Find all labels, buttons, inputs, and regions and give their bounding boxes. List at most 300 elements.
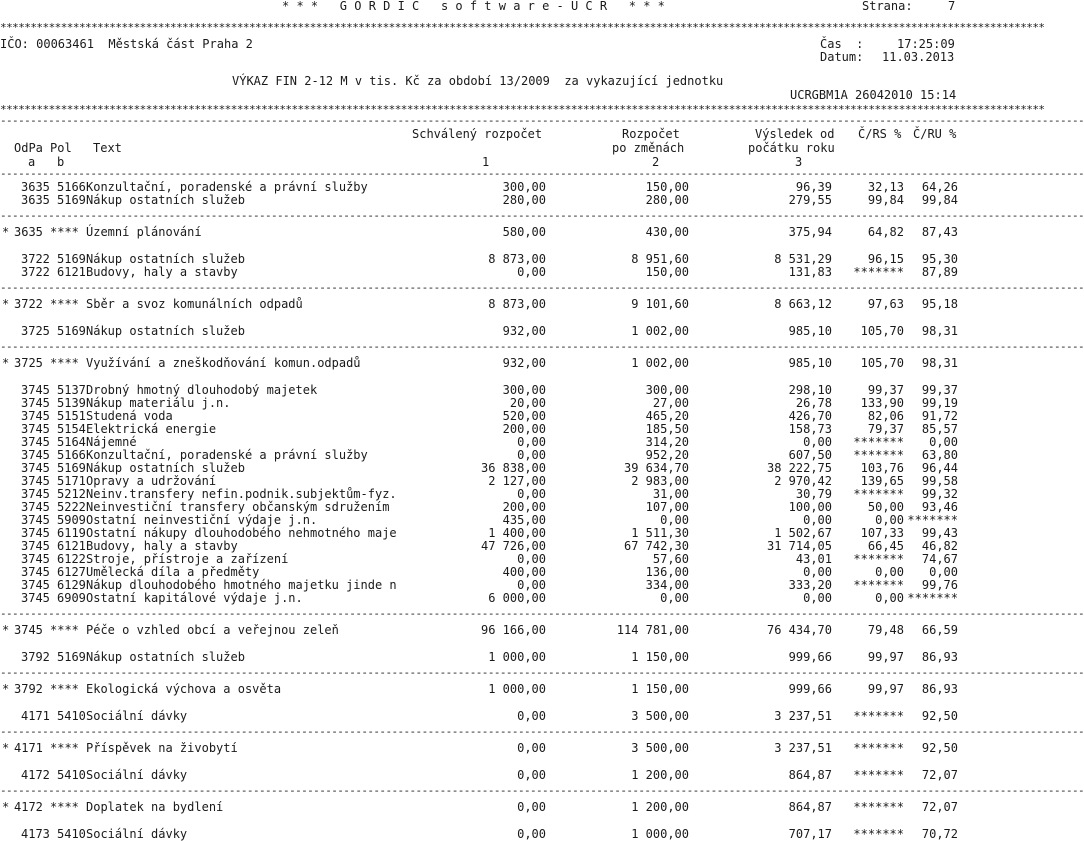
row-rozpocet: 150,00 xyxy=(645,265,689,279)
dash-rule: ------------------------------------------------------------------------------------------------------------------------------------------------------------------------------------ xyxy=(0,209,1084,222)
row-text: Opravy a udržování xyxy=(86,474,217,488)
col-n1: 1 xyxy=(482,155,490,169)
row-rozpocet: 1 002,00 xyxy=(631,324,689,338)
row-text: Konzultační, poradenské a právní služby xyxy=(86,180,368,194)
row-odpa: 3722 xyxy=(14,297,43,311)
row-pol: 5166 xyxy=(57,448,86,462)
row-rozpocet: 430,00 xyxy=(645,225,689,239)
row-cru: 92,50 xyxy=(921,741,958,755)
row-vysledek: 985,10 xyxy=(788,356,832,370)
row-crs: 97,63 xyxy=(867,297,904,311)
col-pol: Pol xyxy=(50,141,72,155)
row-cru: 91,72 xyxy=(921,409,958,423)
row-cru: 0,00 xyxy=(929,565,958,579)
row-text: Sociální dávky xyxy=(86,827,188,841)
row-crs: 105,70 xyxy=(860,324,904,338)
row-schvaleny: 1 000,00 xyxy=(488,650,546,664)
row-odpa: 3745 xyxy=(21,500,50,514)
row-schvaleny: 0,00 xyxy=(517,800,546,814)
dash-rule: ------------------------------------------------------------------------------------------------------------------------------------------------------------------------------------ xyxy=(0,784,1084,797)
dash-rule: ------------------------------------------------------------------------------------------------------------------------------------------------------------------------------------ xyxy=(0,340,1084,353)
row-crs: 99,97 xyxy=(867,650,904,664)
row-schvaleny: 36 838,00 xyxy=(480,461,546,475)
dash-rule: ------------------------------------------------------------------------------------------------------------------------------------------------------------------------------------ xyxy=(0,281,1084,294)
row-pol: 5151 xyxy=(57,409,86,423)
row-odpa: 3745 xyxy=(14,623,43,637)
row-schvaleny: 932,00 xyxy=(502,356,546,370)
col-n2: 2 xyxy=(652,155,660,169)
row-vysledek: 96,39 xyxy=(795,180,832,194)
row-pol: 6122 xyxy=(57,552,86,566)
row-text: Územní plánování xyxy=(86,225,202,239)
row-schvaleny: 435,00 xyxy=(502,513,546,527)
row-crs: 107,33 xyxy=(860,526,904,540)
row-rozpocet: 280,00 xyxy=(645,193,689,207)
row-cru: 95,30 xyxy=(921,252,958,266)
row-crs: 32,13 xyxy=(867,180,904,194)
row-cru: 70,72 xyxy=(921,827,958,841)
row-vysledek: 426,70 xyxy=(788,409,832,423)
row-crs: 99,37 xyxy=(867,383,904,397)
row-crs: 79,48 xyxy=(867,623,904,637)
row-crs: 0,00 xyxy=(875,565,904,579)
row-schvaleny: 400,00 xyxy=(502,565,546,579)
row-pol: **** xyxy=(50,356,79,370)
row-crs: ******* xyxy=(853,265,904,279)
row-rozpocet: 107,00 xyxy=(645,500,689,514)
dash-rule: ------------------------------------------------------------------------------------------------------------------------------------------------------------------------------------ xyxy=(0,114,1084,127)
row-rozpocet: 1 200,00 xyxy=(631,800,689,814)
row-crs: 50,00 xyxy=(867,500,904,514)
row-text: Elektrická energie xyxy=(86,422,217,436)
row-vysledek: 0,00 xyxy=(803,591,832,605)
row-vysledek: 158,73 xyxy=(788,422,832,436)
row-schvaleny: 20,00 xyxy=(509,396,546,410)
row-odpa: 3745 xyxy=(21,435,50,449)
row-schvaleny: 0,00 xyxy=(517,487,546,501)
row-vysledek: 3 237,51 xyxy=(774,709,832,723)
row-cru: 87,43 xyxy=(921,225,958,239)
row-vysledek: 707,17 xyxy=(788,827,832,841)
row-odpa: 4172 xyxy=(14,800,43,814)
row-odpa: 3745 xyxy=(21,552,50,566)
row-vysledek: 100,00 xyxy=(788,500,832,514)
row-cru: 99,37 xyxy=(921,383,958,397)
row-crs: ******* xyxy=(853,487,904,501)
row-vysledek: 864,87 xyxy=(788,800,832,814)
row-text: Ostatní neinvestiční výdaje j.n. xyxy=(86,513,318,527)
row-text: Ostatní kapitálové výdaje j.n. xyxy=(86,591,303,605)
row-schvaleny: 0,00 xyxy=(517,827,546,841)
sum-marker: * xyxy=(2,297,10,311)
row-schvaleny: 8 873,00 xyxy=(488,297,546,311)
row-vysledek: 0,00 xyxy=(803,513,832,527)
row-vysledek: 333,20 xyxy=(788,578,832,592)
row-cru: 99,76 xyxy=(921,578,958,592)
col-vysledek: Výsledek od xyxy=(755,127,835,141)
row-cru: 96,44 xyxy=(921,461,958,475)
date-value: 11.03.2013 xyxy=(882,50,955,64)
row-text: Sociální dávky xyxy=(86,768,188,782)
row-schvaleny: 0,00 xyxy=(517,741,546,755)
col-rozpocet-sub: po změnách xyxy=(612,141,685,155)
time-label: Čas : xyxy=(820,37,864,51)
row-rozpocet: 67 742,30 xyxy=(623,539,689,553)
row-pol: 5154 xyxy=(57,422,86,436)
row-cru: ******* xyxy=(907,591,958,605)
row-rozpocet: 1 150,00 xyxy=(631,650,689,664)
company-banner: * * * G O R D I C s o f t w a r e - U C R * * * xyxy=(282,0,665,13)
row-pol: 5410 xyxy=(57,827,86,841)
row-text: Studená voda xyxy=(86,409,173,423)
row-odpa: 3745 xyxy=(21,448,50,462)
row-cru: 99,84 xyxy=(921,193,958,207)
row-cru: 86,93 xyxy=(921,682,958,696)
row-crs: 0,00 xyxy=(875,513,904,527)
row-crs: 96,15 xyxy=(867,252,904,266)
row-odpa: 3722 xyxy=(21,265,50,279)
row-pol: 5139 xyxy=(57,396,86,410)
row-pol: **** xyxy=(50,623,79,637)
row-crs: 99,84 xyxy=(867,193,904,207)
row-text: Nákup ostatních služeb xyxy=(86,252,245,266)
row-rozpocet: 39 634,70 xyxy=(623,461,689,475)
row-pol: **** xyxy=(50,741,79,755)
row-schvaleny: 0,00 xyxy=(517,768,546,782)
col-rozpocet: Rozpočet xyxy=(622,127,680,141)
row-text: Ostatní nákupy dlouhodobého nehmotného maje xyxy=(86,526,397,540)
row-pol: 5171 xyxy=(57,474,86,488)
row-odpa: 3745 xyxy=(21,539,50,553)
row-vysledek: 38 222,75 xyxy=(766,461,832,475)
row-cru: 86,93 xyxy=(921,650,958,664)
row-odpa: 3725 xyxy=(21,324,50,338)
row-crs: 105,70 xyxy=(860,356,904,370)
row-text: Neinvestiční transfery občanským sdružením xyxy=(86,500,390,514)
row-vysledek: 2 970,42 xyxy=(774,474,832,488)
row-crs: 103,76 xyxy=(860,461,904,475)
row-schvaleny: 6 000,00 xyxy=(488,591,546,605)
row-pol: 5166 xyxy=(57,180,86,194)
row-odpa: 3745 xyxy=(21,578,50,592)
col-odpa: OdPa xyxy=(14,141,43,155)
dash-rule: ------------------------------------------------------------------------------------------------------------------------------------------------------------------------------------ xyxy=(0,167,1084,180)
row-schvaleny: 0,00 xyxy=(517,552,546,566)
row-crs: ******* xyxy=(853,768,904,782)
row-cru: 74,67 xyxy=(921,552,958,566)
row-schvaleny: 280,00 xyxy=(502,193,546,207)
sum-marker: * xyxy=(2,800,10,814)
row-schvaleny: 1 400,00 xyxy=(488,526,546,540)
row-schvaleny: 200,00 xyxy=(502,422,546,436)
row-crs: 133,90 xyxy=(860,396,904,410)
row-crs: ******* xyxy=(853,448,904,462)
row-pol: 5169 xyxy=(57,324,86,338)
row-odpa: 3722 xyxy=(21,252,50,266)
row-cru: 0,00 xyxy=(929,435,958,449)
col-b: b xyxy=(57,155,65,169)
col-a: a xyxy=(28,155,36,169)
row-cru: 87,89 xyxy=(921,265,958,279)
row-text: Nákup ostatních služeb xyxy=(86,650,245,664)
page-label: Strana: xyxy=(862,0,913,13)
row-schvaleny: 300,00 xyxy=(502,383,546,397)
row-text: Nákup ostatních služeb xyxy=(86,324,245,338)
row-rozpocet: 114 781,00 xyxy=(616,623,689,637)
row-odpa: 3745 xyxy=(21,409,50,423)
row-schvaleny: 8 873,00 xyxy=(488,252,546,266)
row-schvaleny: 300,00 xyxy=(502,180,546,194)
row-rozpocet: 2 983,00 xyxy=(631,474,689,488)
row-text: Nákup ostatních služeb xyxy=(86,461,245,475)
row-schvaleny: 0,00 xyxy=(517,448,546,462)
row-vysledek: 999,66 xyxy=(788,682,832,696)
row-vysledek: 1 502,67 xyxy=(774,526,832,540)
row-crs: ******* xyxy=(853,435,904,449)
row-crs: 79,37 xyxy=(867,422,904,436)
row-odpa: 4171 xyxy=(14,741,43,755)
row-crs: 139,65 xyxy=(860,474,904,488)
row-cru: ******* xyxy=(907,513,958,527)
row-cru: 99,43 xyxy=(921,526,958,540)
report-title: VÝKAZ FIN 2-12 M v tis. Kč za období 13/2009 za vykazující jednotku xyxy=(232,74,724,88)
row-odpa: 3792 xyxy=(14,682,43,696)
row-vysledek: 999,66 xyxy=(788,650,832,664)
row-odpa: 3792 xyxy=(21,650,50,664)
row-odpa: 3635 xyxy=(21,180,50,194)
row-rozpocet: 334,00 xyxy=(645,578,689,592)
row-text: Nákup materiálu j.n. xyxy=(86,396,231,410)
row-cru: 72,07 xyxy=(921,768,958,782)
row-pol: 5169 xyxy=(57,461,86,475)
row-vysledek: 131,83 xyxy=(788,265,832,279)
row-rozpocet: 952,20 xyxy=(645,448,689,462)
row-text: Nájemné xyxy=(86,435,137,449)
row-vysledek: 298,10 xyxy=(788,383,832,397)
row-cru: 93,46 xyxy=(921,500,958,514)
col-text: Text xyxy=(93,141,122,155)
row-vysledek: 375,94 xyxy=(788,225,832,239)
row-rozpocet: 3 500,00 xyxy=(631,709,689,723)
sum-marker: * xyxy=(2,356,10,370)
col-crs: Č/RS % xyxy=(858,127,902,141)
dash-rule: ------------------------------------------------------------------------------------------------------------------------------------------------------------------------------------ xyxy=(0,666,1084,679)
row-vysledek: 985,10 xyxy=(788,324,832,338)
col-cru: Č/RU % xyxy=(913,127,957,141)
row-text: Využívání a zneškodňování komun.odpadů xyxy=(86,356,361,370)
row-odpa: 3745 xyxy=(21,513,50,527)
row-odpa: 3635 xyxy=(21,193,50,207)
row-cru: 98,31 xyxy=(921,356,958,370)
row-odpa: 4171 xyxy=(21,709,50,723)
row-cru: 92,50 xyxy=(921,709,958,723)
row-vysledek: 8 531,29 xyxy=(774,252,832,266)
row-schvaleny: 932,00 xyxy=(502,324,546,338)
row-crs: 99,97 xyxy=(867,682,904,696)
star-rule: **************************************************************************************************************************************************************************** xyxy=(0,103,1045,116)
sum-marker: * xyxy=(2,682,10,696)
row-odpa: 4172 xyxy=(21,768,50,782)
row-crs: ******* xyxy=(853,552,904,566)
sum-marker: * xyxy=(2,623,10,637)
row-vysledek: 26,78 xyxy=(795,396,832,410)
row-text: Nákup dlouhodobého hmotného majetku jinde n xyxy=(86,578,397,592)
row-vysledek: 0,00 xyxy=(803,435,832,449)
row-text: Ekologická výchova a osvěta xyxy=(86,682,282,696)
row-crs: ******* xyxy=(853,800,904,814)
row-schvaleny: 0,00 xyxy=(517,265,546,279)
row-pol: **** xyxy=(50,800,79,814)
row-schvaleny: 47 726,00 xyxy=(480,539,546,553)
row-crs: ******* xyxy=(853,827,904,841)
row-rozpocet: 3 500,00 xyxy=(631,741,689,755)
row-cru: 63,80 xyxy=(921,448,958,462)
row-odpa: 3745 xyxy=(21,526,50,540)
row-crs: ******* xyxy=(853,578,904,592)
row-rozpocet: 1 511,30 xyxy=(631,526,689,540)
row-vysledek: 0,00 xyxy=(803,565,832,579)
row-pol: 5410 xyxy=(57,768,86,782)
row-odpa: 3745 xyxy=(21,461,50,475)
row-rozpocet: 8 951,60 xyxy=(631,252,689,266)
dash-rule: ------------------------------------------------------------------------------------------------------------------------------------------------------------------------------------ xyxy=(0,607,1084,620)
row-crs: 0,00 xyxy=(875,591,904,605)
row-schvaleny: 580,00 xyxy=(502,225,546,239)
sum-marker: * xyxy=(2,225,10,239)
row-vysledek: 43,01 xyxy=(795,552,832,566)
row-odpa: 4173 xyxy=(21,827,50,841)
time-value: 17:25:09 xyxy=(897,37,955,51)
row-vysledek: 279,55 xyxy=(788,193,832,207)
row-schvaleny: 0,00 xyxy=(517,578,546,592)
row-text: Doplatek na bydlení xyxy=(86,800,224,814)
row-text: Sociální dávky xyxy=(86,709,188,723)
row-rozpocet: 185,50 xyxy=(645,422,689,436)
row-pol: **** xyxy=(50,225,79,239)
row-rozpocet: 314,20 xyxy=(645,435,689,449)
row-text: Sběr a svoz komunálních odpadů xyxy=(86,297,303,311)
row-schvaleny: 520,00 xyxy=(502,409,546,423)
row-cru: 99,19 xyxy=(921,396,958,410)
row-pol: 6119 xyxy=(57,526,86,540)
row-vysledek: 3 237,51 xyxy=(774,741,832,755)
row-cru: 99,58 xyxy=(921,474,958,488)
row-cru: 46,82 xyxy=(921,539,958,553)
row-crs: ******* xyxy=(853,709,904,723)
row-text: Nákup ostatních služeb xyxy=(86,193,245,207)
row-vysledek: 31 714,05 xyxy=(766,539,832,553)
row-text: Budovy, haly a stavby xyxy=(86,265,238,279)
sum-marker: * xyxy=(2,741,10,755)
row-rozpocet: 9 101,60 xyxy=(631,297,689,311)
row-rozpocet: 150,00 xyxy=(645,180,689,194)
row-rozpocet: 27,00 xyxy=(652,396,689,410)
row-cru: 85,57 xyxy=(921,422,958,436)
row-rozpocet: 465,20 xyxy=(645,409,689,423)
row-text: Péče o vzhled obcí a veřejnou zeleň xyxy=(86,623,339,637)
report-code: UCRGBM1A 26042010 15:14 xyxy=(790,88,957,102)
row-cru: 95,18 xyxy=(921,297,958,311)
row-vysledek: 607,50 xyxy=(788,448,832,462)
row-odpa: 3725 xyxy=(14,356,43,370)
row-schvaleny: 96 166,00 xyxy=(480,623,546,637)
row-odpa: 3745 xyxy=(21,396,50,410)
row-pol: 5909 xyxy=(57,513,86,527)
date-label: Datum: xyxy=(820,50,864,64)
row-odpa: 3745 xyxy=(21,591,50,605)
row-pol: 5222 xyxy=(57,500,86,514)
row-odpa: 3745 xyxy=(21,565,50,579)
row-rozpocet: 1 200,00 xyxy=(631,768,689,782)
row-rozpocet: 1 000,00 xyxy=(631,827,689,841)
col-schvaleny: Schválený rozpočet xyxy=(412,127,543,141)
row-text: Budovy, haly a stavby xyxy=(86,539,238,553)
row-cru: 72,07 xyxy=(921,800,958,814)
row-rozpocet: 1 150,00 xyxy=(631,682,689,696)
row-text: Umělecká díla a předměty xyxy=(86,565,260,579)
row-rozpocet: 57,60 xyxy=(652,552,689,566)
row-schvaleny: 0,00 xyxy=(517,709,546,723)
row-odpa: 3745 xyxy=(21,474,50,488)
row-schvaleny: 0,00 xyxy=(517,435,546,449)
row-cru: 99,32 xyxy=(921,487,958,501)
row-schvaleny: 1 000,00 xyxy=(488,682,546,696)
row-vysledek: 8 663,12 xyxy=(774,297,832,311)
row-cru: 64,26 xyxy=(921,180,958,194)
row-vysledek: 76 434,70 xyxy=(766,623,832,637)
row-text: Neinv.transfery nefin.podnik.subjektům-fyz. xyxy=(86,487,397,501)
row-pol: 5169 xyxy=(57,650,86,664)
row-rozpocet: 1 002,00 xyxy=(631,356,689,370)
row-schvaleny: 2 127,00 xyxy=(488,474,546,488)
row-text: Příspěvek na živobytí xyxy=(86,741,238,755)
row-text: Drobný hmotný dlouhodobý majetek xyxy=(86,383,318,397)
dash-rule: ------------------------------------------------------------------------------------------------------------------------------------------------------------------------------------ xyxy=(0,725,1084,738)
row-crs: 64,82 xyxy=(867,225,904,239)
row-schvaleny: 200,00 xyxy=(502,500,546,514)
row-crs: ******* xyxy=(853,741,904,755)
row-vysledek: 30,79 xyxy=(795,487,832,501)
row-rozpocet: 136,00 xyxy=(645,565,689,579)
row-rozpocet: 0,00 xyxy=(660,513,689,527)
row-pol: 5212 xyxy=(57,487,86,501)
row-pol: 6127 xyxy=(57,565,86,579)
row-pol: 6909 xyxy=(57,591,86,605)
col-vysledek-sub: počátku roku xyxy=(748,141,835,155)
row-rozpocet: 0,00 xyxy=(660,591,689,605)
row-text: Konzultační, poradenské a právní služby xyxy=(86,448,368,462)
page-number: 7 xyxy=(948,0,956,13)
row-pol: **** xyxy=(50,682,79,696)
row-odpa: 3745 xyxy=(21,422,50,436)
row-pol: 6121 xyxy=(57,265,86,279)
row-pol: **** xyxy=(50,297,79,311)
row-odpa: 3745 xyxy=(21,487,50,501)
row-vysledek: 864,87 xyxy=(788,768,832,782)
row-crs: 66,45 xyxy=(867,539,904,553)
row-pol: 5169 xyxy=(57,252,86,266)
row-pol: 5137 xyxy=(57,383,86,397)
star-rule: **************************************************************************************************************************************************************************** xyxy=(0,21,1045,34)
row-cru: 98,31 xyxy=(921,324,958,338)
row-odpa: 3635 xyxy=(14,225,43,239)
row-text: Stroje, přístroje a zařízení xyxy=(86,552,289,566)
row-pol: 6129 xyxy=(57,578,86,592)
row-crs: 82,06 xyxy=(867,409,904,423)
row-pol: 5169 xyxy=(57,193,86,207)
row-pol: 5164 xyxy=(57,435,86,449)
col-n3: 3 xyxy=(795,155,803,169)
